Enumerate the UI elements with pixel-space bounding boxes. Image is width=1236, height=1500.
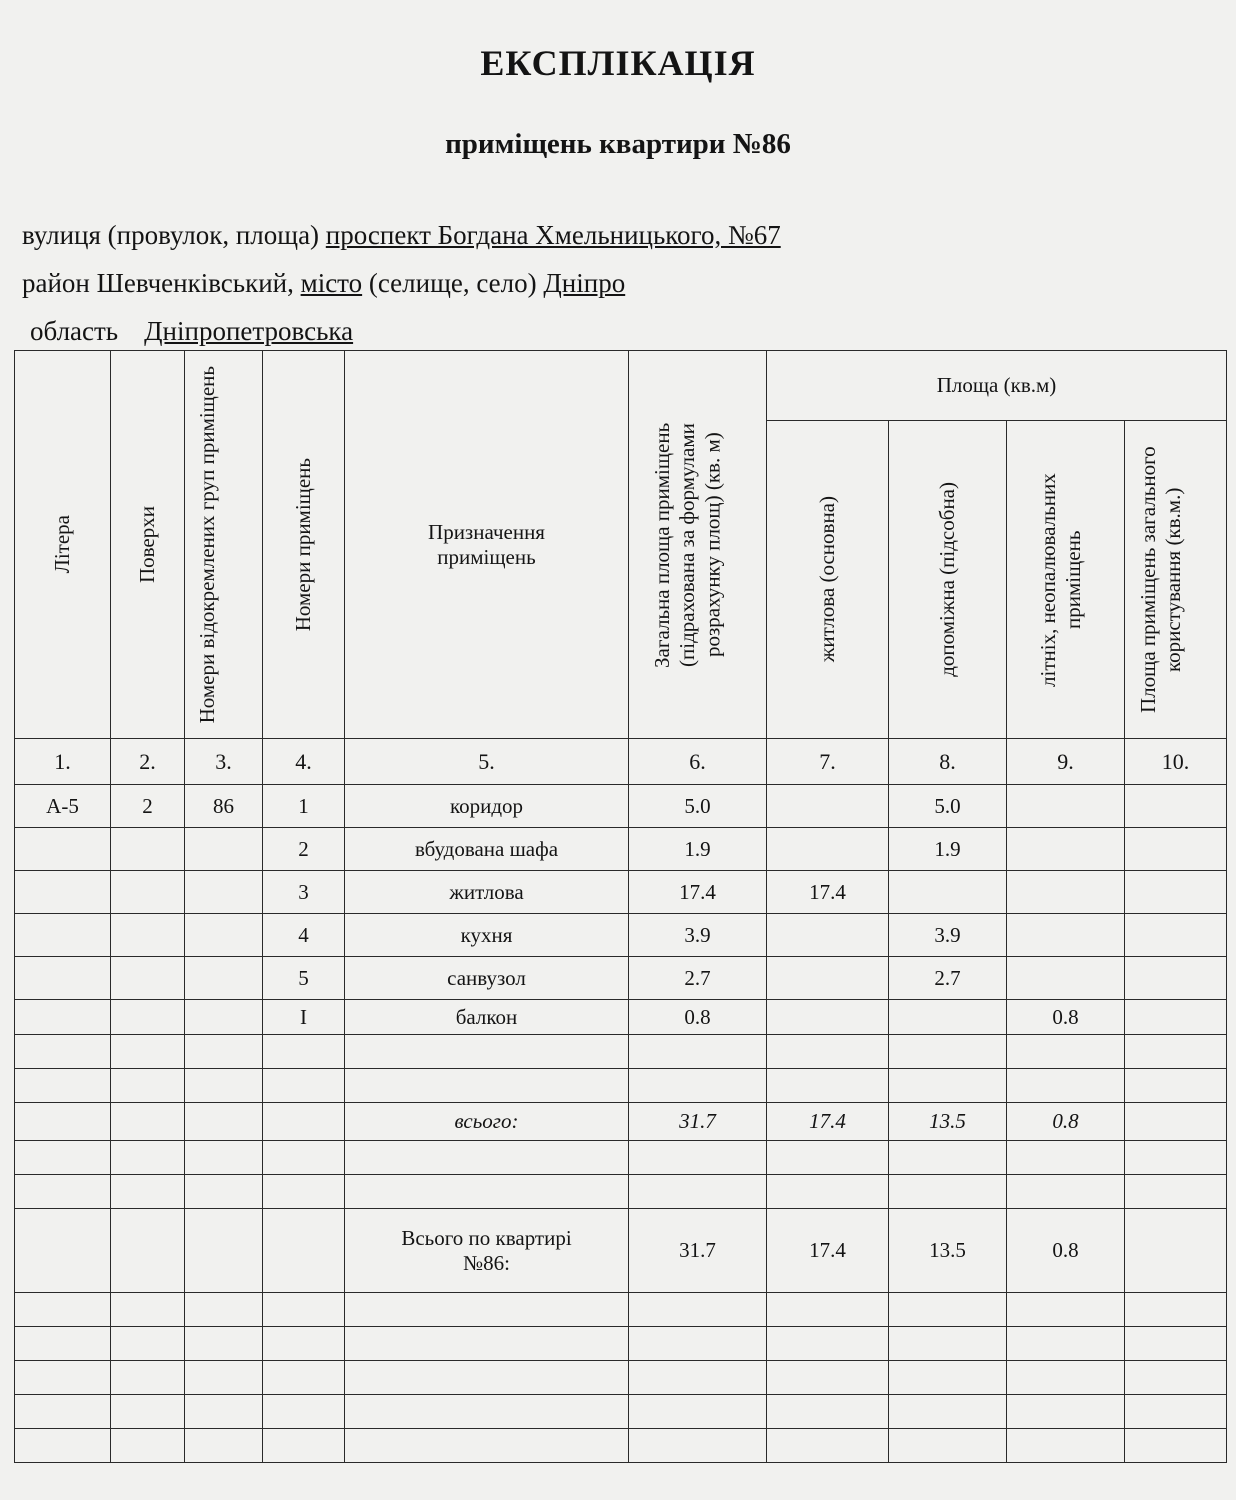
header-total-area: Загальна площа приміщень (підрахована за формулами розрахунку площ) (кв. м) — [629, 351, 767, 739]
district-city-line — [22, 268, 625, 299]
document-title: ЕКСПЛІКАЦІЯ — [480, 43, 756, 83]
table-row: 2 вбудована шафа 1.9 1.9 — [15, 828, 1227, 871]
header-summer: літніх, неопалювальних приміщень — [1007, 421, 1125, 739]
header-room-numbers: Номери приміщень — [263, 351, 345, 739]
street-label: вулиця (провулок, площа) — [22, 220, 320, 250]
city-suffix: (селище, село) — [368, 268, 537, 298]
empty-row — [15, 1035, 1227, 1069]
grand-total-row: Всього по квартирі №86: 31.7 17.4 13.5 0.8 — [15, 1209, 1227, 1293]
header-floors: Поверхи — [111, 351, 185, 739]
header-group-numbers: Номери відокремлених груп приміщень — [185, 351, 263, 739]
region-line — [30, 316, 353, 347]
header-litera: Літера — [15, 351, 111, 739]
document-subtitle: приміщень квартири №86 — [445, 128, 791, 160]
header-common: Площа приміщень загального користування (кв.м.) — [1125, 421, 1227, 739]
empty-row — [15, 1069, 1227, 1103]
empty-row — [15, 1429, 1227, 1463]
table-row: 3 житлова 17.4 17.4 — [15, 871, 1227, 914]
header-purpose: Призначення приміщень — [345, 351, 629, 739]
grand-total-label-1: Всього по квартирі — [401, 1225, 572, 1250]
table-row: А-5 2 86 1 коридор 5.0 5.0 — [15, 785, 1227, 828]
street-value: проспект Богдана Хмельницького, №67 — [325, 220, 781, 250]
empty-row — [15, 1395, 1227, 1429]
header-living: житлова (основна) — [767, 421, 889, 739]
grand-total-label-2: №86: — [463, 1250, 510, 1275]
city-label: місто — [300, 268, 363, 298]
empty-row — [15, 1361, 1227, 1395]
region-label: область — [30, 316, 119, 346]
region-value: Дніпропетровська — [144, 316, 354, 346]
city-value: Дніпро — [543, 268, 626, 298]
explication-table — [14, 350, 1227, 1463]
empty-row — [15, 1175, 1227, 1209]
table-row: I балкон 0.8 0.8 — [15, 1000, 1227, 1035]
empty-row — [15, 1327, 1227, 1361]
table-row: 5 санвузол 2.7 2.7 — [15, 957, 1227, 1000]
header-area-group: Площа (кв.м) — [767, 351, 1227, 421]
district-label: район Шевченківський, — [22, 268, 294, 298]
header-auxiliary: допоміжна (підсобна) — [889, 421, 1007, 739]
empty-row — [15, 1293, 1227, 1327]
street-line — [22, 220, 781, 251]
column-numbers-row: 1. 2. 3. 4. 5. 6. 7. 8. 9. 10. — [15, 739, 1227, 785]
table-row: 4 кухня 3.9 3.9 — [15, 914, 1227, 957]
subtotal-row: всього: 31.7 17.4 13.5 0.8 — [15, 1103, 1227, 1141]
empty-row — [15, 1141, 1227, 1175]
